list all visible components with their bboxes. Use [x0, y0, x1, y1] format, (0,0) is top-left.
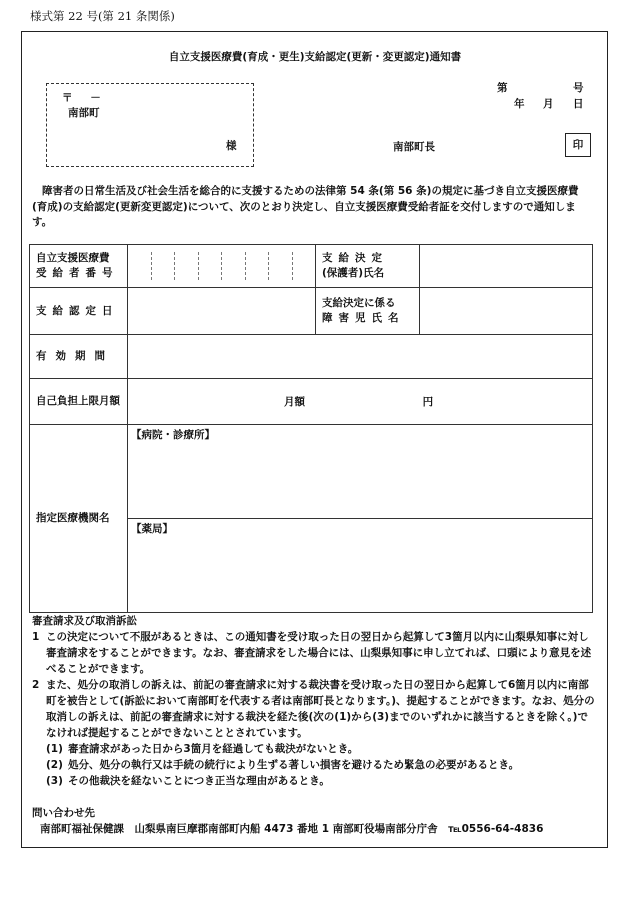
table-row	[30, 425, 593, 519]
appeal-sub-2: (2) 処分、処分の執行又は手続の続行により生ずる著しい損害を避けるため緊急の必要があるとき。	[46, 759, 520, 771]
table-row	[30, 288, 593, 335]
monthly-label: 月額	[284, 396, 305, 408]
hospital-field[interactable]	[128, 425, 593, 519]
recipient-number-label: 自立支援医療費 受給者番号	[30, 245, 128, 288]
appeal-item-1: 1 この決定について不服があるときは、この通知書を受け取った日の翌日から起算して3箇月以内に山梨県知事に対し審査請求をすることができます。なお、審査請求をした場合には、山梨県知事に申し立てれば、口頭により意見を述べることができます。	[32, 631, 592, 675]
table-row	[30, 245, 593, 288]
pharmacy-field[interactable]	[128, 519, 593, 613]
pharmacy-label: 【薬局】	[131, 523, 173, 535]
guardian-name-label: 支給決定 (保護者)氏名	[316, 245, 420, 288]
intro-paragraph: 障害者の日常生活及び社会生活を総合的に支援するための法律第 54 条(第 56 条)の規定に基づき自立支援医療費(育成)の支給認定(更新変更認定)について、次のとおり決定し、自立支援医療費受給者証を交付しますので通知します。	[32, 185, 579, 228]
validity-field[interactable]	[128, 335, 593, 379]
honorific: 様	[226, 140, 237, 152]
guardian-name-field[interactable]	[420, 245, 593, 288]
date-year: 年	[514, 98, 525, 110]
issuer: 南部町長	[393, 141, 435, 153]
appeal-sub-3: (3) その他裁決を経ないことにつき正当な理由があるとき。	[46, 775, 330, 787]
table-row	[30, 335, 593, 379]
address-town: 南部町	[68, 107, 100, 119]
document-title: 自立支援医療費(育成・更生)支給認定(更新・変更認定)通知書	[168, 51, 462, 63]
validity-label: 有効期間	[30, 335, 128, 379]
appeal-sub-1: (1) 審査請求があった日から3箇月を経過しても裁決がないとき。	[46, 743, 359, 755]
yen-label: 円	[422, 396, 434, 408]
hospital-label: 【病院・診療所】	[131, 429, 215, 441]
postal-code: 〒 －	[62, 92, 101, 104]
cert-date-field[interactable]	[128, 288, 316, 335]
recipient-number-cells[interactable]	[128, 245, 316, 288]
seal-box: 印	[565, 133, 591, 157]
info-table	[29, 244, 593, 613]
appeal-section	[32, 613, 597, 837]
contact-heading: 問い合わせ先	[32, 807, 95, 819]
form-number: 様式第 22 号(第 21 条関係)	[30, 9, 175, 23]
copay-limit-label: 自己負担上限月額	[30, 379, 128, 425]
appeal-heading: 審査請求及び取消訴訟	[32, 615, 137, 627]
copay-limit-field[interactable]	[128, 379, 593, 425]
doc-number-suffix: 号	[573, 82, 584, 94]
child-name-field[interactable]	[420, 288, 593, 335]
date-month: 月	[543, 98, 554, 110]
child-name-label: 支給決定に係る 障害児氏名	[316, 288, 420, 335]
doc-number-prefix: 第	[497, 82, 508, 94]
appeal-item-2: 2 また、処分の取消しの訴えは、前記の審査請求に対する裁決書を受け取った日の翌日から起算して6箇月以内に南部町を被告として(訴訟において南部町を代表する者は南部町長となります。)、提起することができます。なお、処分の取消しの訴えは、前記の審査請求に対する裁決を経た後(次の(1)から(3)までのいずれかに該当するときを除く。)でなければ提起することができないこととされています。	[32, 679, 595, 739]
cert-date-label: 支給認定日	[30, 288, 128, 335]
table-row	[30, 379, 593, 425]
date-day: 日	[573, 98, 584, 110]
contact-info: 南部町福祉保健課 山梨県南巨摩郡南部町内船 4473 番地 1 南部町役場南部分庁舎 ℡0556-64-4836	[40, 823, 544, 835]
institutions-label: 指定医療機関名	[30, 425, 128, 613]
